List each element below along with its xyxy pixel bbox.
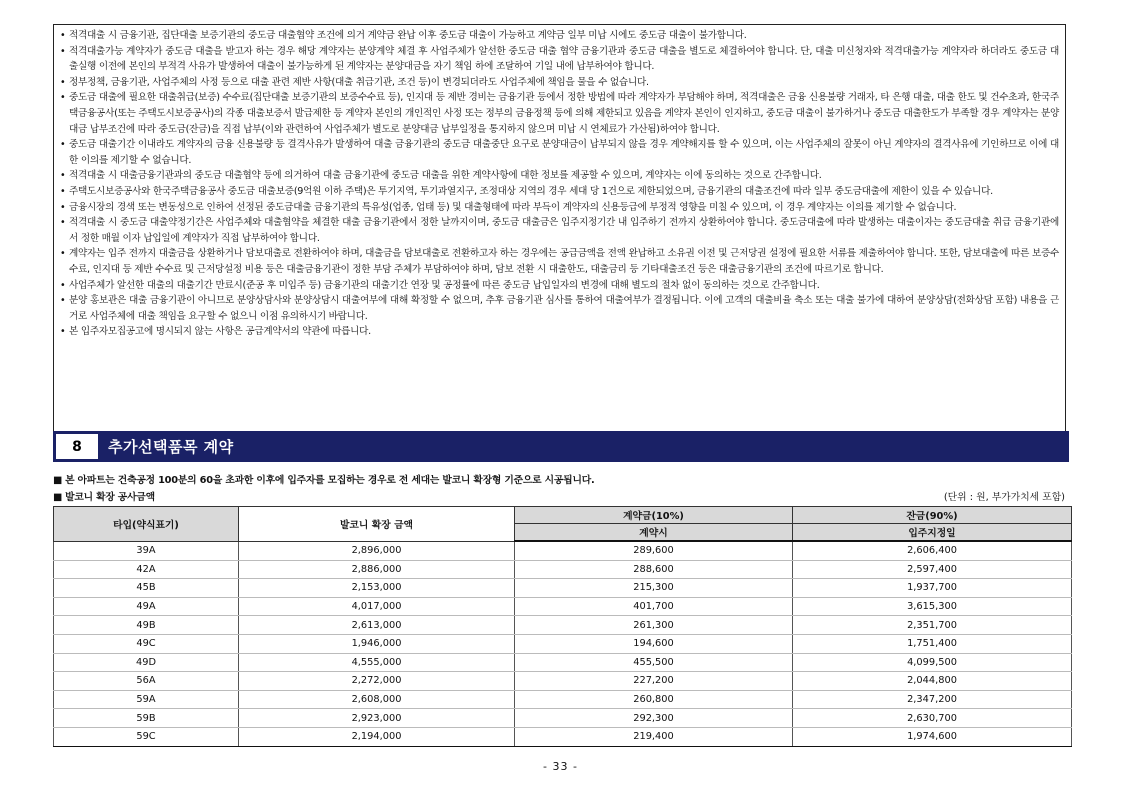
cell-deposit: 194,600 bbox=[515, 634, 793, 653]
cell-deposit: 289,600 bbox=[515, 541, 793, 560]
note-item: • 주택도시보증공사와 한국주택금융공사 중도금 대출보증(9억원 이하 주택)은 투기지역, 투기과열지구, 조정대상 지역의 경우 세대 당 1건으로 제한되었으며, 금융기관의 대출조건에 따라 일부 중도금대출에 제한이 있을 수 있습니다. bbox=[60, 184, 1059, 200]
note-item: • 적격대출가능 계약자가 중도금 대출을 받고자 하는 경우 해당 계약자는 분양계약 체결 후 사업주체가 알선한 중도금 대출 협약 금융기관과 중도금 대출을 별도로 체결하여야 합니다. 단, 대출 미신청자와 적격대출가능 계약자라 하더라도 중도금 대출실행 이전에 본인의 부적격 사유가 발생하여 대출이 불가능하게 된 계약자는 분양대금을 자기 책임 하에 조달하여 기일 내에 납부하여야 합니다. bbox=[60, 44, 1059, 75]
note-item: • 본 입주자모집공고에 명시되지 않는 사항은 공급계약서의 약관에 따릅니다. bbox=[60, 324, 1059, 340]
cell-type: 49B bbox=[54, 616, 239, 635]
page-number: - 33 - bbox=[543, 760, 578, 773]
cell-deposit: 227,200 bbox=[515, 672, 793, 691]
header-balance-timing: 입주지정일 bbox=[793, 524, 1072, 542]
cell-type: 59B bbox=[54, 709, 239, 728]
table-row bbox=[54, 560, 1072, 579]
unit-note: (단위 : 원, 부가가치세 포함) bbox=[943, 492, 1065, 503]
section-header bbox=[53, 431, 1069, 462]
cell-balance: 2,347,200 bbox=[793, 690, 1072, 709]
cell-amount: 2,613,000 bbox=[239, 616, 515, 635]
cell-deposit: 260,800 bbox=[515, 690, 793, 709]
cell-balance: 3,615,300 bbox=[793, 597, 1072, 616]
table-row bbox=[54, 541, 1072, 560]
table-row bbox=[54, 709, 1072, 728]
cell-type: 49C bbox=[54, 634, 239, 653]
cell-balance: 1,974,600 bbox=[793, 727, 1072, 746]
construction-notice-text: 본 아파트는 건축공정 100분의 60을 초과한 이후에 입주자를 모집하는 경우로 전 세대는 발코니 확장형 기준으로 시공됩니다. bbox=[65, 475, 595, 486]
cell-balance: 2,597,400 bbox=[793, 560, 1072, 579]
cell-deposit: 292,300 bbox=[515, 709, 793, 728]
cell-type: 45B bbox=[54, 579, 239, 598]
cell-balance: 2,630,700 bbox=[793, 709, 1072, 728]
section-title: 추가선택품목 계약 bbox=[108, 438, 234, 456]
note-item: • 적격대출 시 금융기관, 집단대출 보증기관의 중도금 대출협약 조건에 의거 계약금 완납 이후 중도금 대출이 가능하고 계약금 일부 미납 시에도 중도금 대출이 불가합니다. bbox=[60, 28, 1059, 44]
cell-type: 49D bbox=[54, 653, 239, 672]
table-row bbox=[54, 597, 1072, 616]
cell-balance: 2,606,400 bbox=[793, 541, 1072, 560]
note-item: • 적격대출 시 중도금 대출약정기간은 사업주체와 대출협약을 체결한 대출 금융기관에서 정한 날까지이며, 중도금 대출금은 입주지정기간 내 입주하기 전까지 상환하여야 합니다. 중도금대출에 따라 발생하는 대출이자는 중도금대출 취급 금융기관에서 정한 매월 이자 납입일에 계약자가 직접 납부하여야 합니다. bbox=[60, 215, 1059, 246]
table-row bbox=[54, 579, 1072, 598]
square-bullet-icon: ■ bbox=[53, 492, 63, 503]
table-caption-text: 발코니 확장 공사금액 bbox=[65, 492, 155, 503]
cell-amount: 2,896,000 bbox=[239, 541, 515, 560]
note-item: • 금융시장의 경색 또는 변동성으로 인하여 선정된 중도금대출 금융기관의 특유성(업종, 업태 등) 및 대출형태에 따라 부득이 계약자의 신용등급에 부정적 영향을 미칠 수 있으며, 이 경우 계약자는 이의를 제기할 수 없습니다. bbox=[60, 200, 1059, 216]
section-number: 8 bbox=[56, 434, 98, 459]
cell-balance: 2,044,800 bbox=[793, 672, 1072, 691]
note-item: • 사업주체가 알선한 대출의 대출기간 만료시(준공 후 미입주 등) 금융기관의 대출기간 연장 및 공정률에 따른 중도금 납입일자의 변경에 대해 별도의 절차 없이 동의하는 것으로 간주합니다. bbox=[60, 278, 1059, 294]
table-row bbox=[54, 634, 1072, 653]
header-type: 타입(약식표기) bbox=[54, 507, 239, 542]
header-deposit-timing: 계약시 bbox=[515, 524, 793, 542]
cell-amount: 1,946,000 bbox=[239, 634, 515, 653]
cell-type: 59C bbox=[54, 727, 239, 746]
note-item: • 적격대출 시 대출금융기관과의 중도금 대출협약 등에 의거하여 대출 금융기관에 중도금 대출을 위한 계약사항에 대한 정보를 제공할 수 있으며, 계약자는 이에 동의하는 것으로 간주합니다. bbox=[60, 168, 1059, 184]
cell-amount: 2,923,000 bbox=[239, 709, 515, 728]
table-row bbox=[54, 672, 1072, 691]
note-item: • 중도금 대출에 필요한 대출취급(보증) 수수료(집단대출 보증기관의 보증수수료 등), 인지대 등 제반 경비는 금융기관 등에서 정한 방법에 따라 계약자가 부담해야 하며, 적격대출은 금융 신용불량 거래자, 타 은행 대출, 대출 한도 및 건수초과, 한국주택금융공사(또는 주택도시보증공사)의 각종 대출보증서 발급제한 등 계약자 본인의 개인적인 사정 또는 정부의 금융정책 등에 의해 제한되고 있음을 계약자 본인이 인지하고, 중도금 대출이 불가하거나 중도금 대출한도가 부족할 경우 계약자는 분양대금 납부조건에 따라 중도금(잔금)을 직접 납부(이와 관련하여 사업주체가 별도로 분양대금 납부일정을 통지하지 않으며 미납 시 연체료가 가산됨)하여야 합니다. bbox=[60, 90, 1059, 137]
cell-amount: 2,886,000 bbox=[239, 560, 515, 579]
header-deposit: 계약금(10%) bbox=[515, 507, 793, 524]
cell-balance: 1,937,700 bbox=[793, 579, 1072, 598]
cell-deposit: 401,700 bbox=[515, 597, 793, 616]
loan-notes-box bbox=[53, 24, 1066, 438]
square-bullet-icon: ■ bbox=[53, 475, 63, 486]
cell-amount: 2,194,000 bbox=[239, 727, 515, 746]
table-row bbox=[54, 616, 1072, 635]
cell-deposit: 215,300 bbox=[515, 579, 793, 598]
cell-deposit: 219,400 bbox=[515, 727, 793, 746]
cell-deposit: 455,500 bbox=[515, 653, 793, 672]
cell-amount: 4,555,000 bbox=[239, 653, 515, 672]
cell-amount: 4,017,000 bbox=[239, 597, 515, 616]
note-item: • 중도금 대출기간 이내라도 계약자의 금융 신용불량 등 결격사유가 발생하여 대출 금융기관의 중도금 대출중단 요구로 분양대금이 납부되지 않을 경우 계약해지를 할 수 있으며, 이는 사업주체의 잘못이 아닌 계약자의 결격사유에 기인하므로 이에 대한 이의를 제기할 수 없습니다. bbox=[60, 137, 1059, 168]
cell-deposit: 261,300 bbox=[515, 616, 793, 635]
table-row bbox=[54, 653, 1072, 672]
cell-type: 39A bbox=[54, 541, 239, 560]
balcony-price-table bbox=[53, 506, 1072, 747]
cell-amount: 2,608,000 bbox=[239, 690, 515, 709]
cell-balance: 2,351,700 bbox=[793, 616, 1072, 635]
cell-type: 49A bbox=[54, 597, 239, 616]
cell-balance: 1,751,400 bbox=[793, 634, 1072, 653]
table-row bbox=[54, 727, 1072, 746]
construction-notice bbox=[53, 472, 595, 486]
cell-deposit: 288,600 bbox=[515, 560, 793, 579]
note-item: • 계약자는 입주 전까지 대출금을 상환하거나 담보대출로 전환하여야 하며, 대출금을 담보대출로 전환하고자 하는 경우에는 공급금액을 전액 완납하고 소유권 이전 및 근저당권 설정에 필요한 서류를 제출하여야 합니다. 또한, 담보대출에 따른 보증수수료, 인지대 등 제반 수수료 및 근저당설정 비용 등은 대출금융기관이 정한 부담 주체가 부담하여야 하며, 담보 전환 시 대출한도, 대출금리 등 기타대출조건 등은 대출금융기관의 조건에 따르기로 합니다. bbox=[60, 246, 1059, 277]
cell-amount: 2,153,000 bbox=[239, 579, 515, 598]
header-amount: 발코니 확장 금액 bbox=[239, 507, 515, 542]
table-row bbox=[54, 690, 1072, 709]
table-caption bbox=[53, 489, 155, 503]
cell-type: 42A bbox=[54, 560, 239, 579]
cell-type: 59A bbox=[54, 690, 239, 709]
cell-amount: 2,272,000 bbox=[239, 672, 515, 691]
note-item: • 분양 홍보관은 대출 금융기관이 아니므로 분양상담사와 분양상담시 대출여부에 대해 확정할 수 없으며, 추후 금융기관 심사를 통하여 대출여부가 결정됩니다. 이에 고객의 대출비율 축소 또는 대출 불가에 대하여 분양상담(전화상담 포함) 내용을 근거로 사업주체에 대출 책임을 요구할 수 없으니 이점 유의하시기 바랍니다. bbox=[60, 293, 1059, 324]
cell-type: 56A bbox=[54, 672, 239, 691]
header-balance: 잔금(90%) bbox=[793, 507, 1072, 524]
note-item: • 정부정책, 금융기관, 사업주체의 사정 등으로 대출 관련 제반 사항(대출 취급기관, 조건 등)이 변경되더라도 사업주체에 책임을 물을 수 없습니다. bbox=[60, 75, 1059, 91]
cell-balance: 4,099,500 bbox=[793, 653, 1072, 672]
